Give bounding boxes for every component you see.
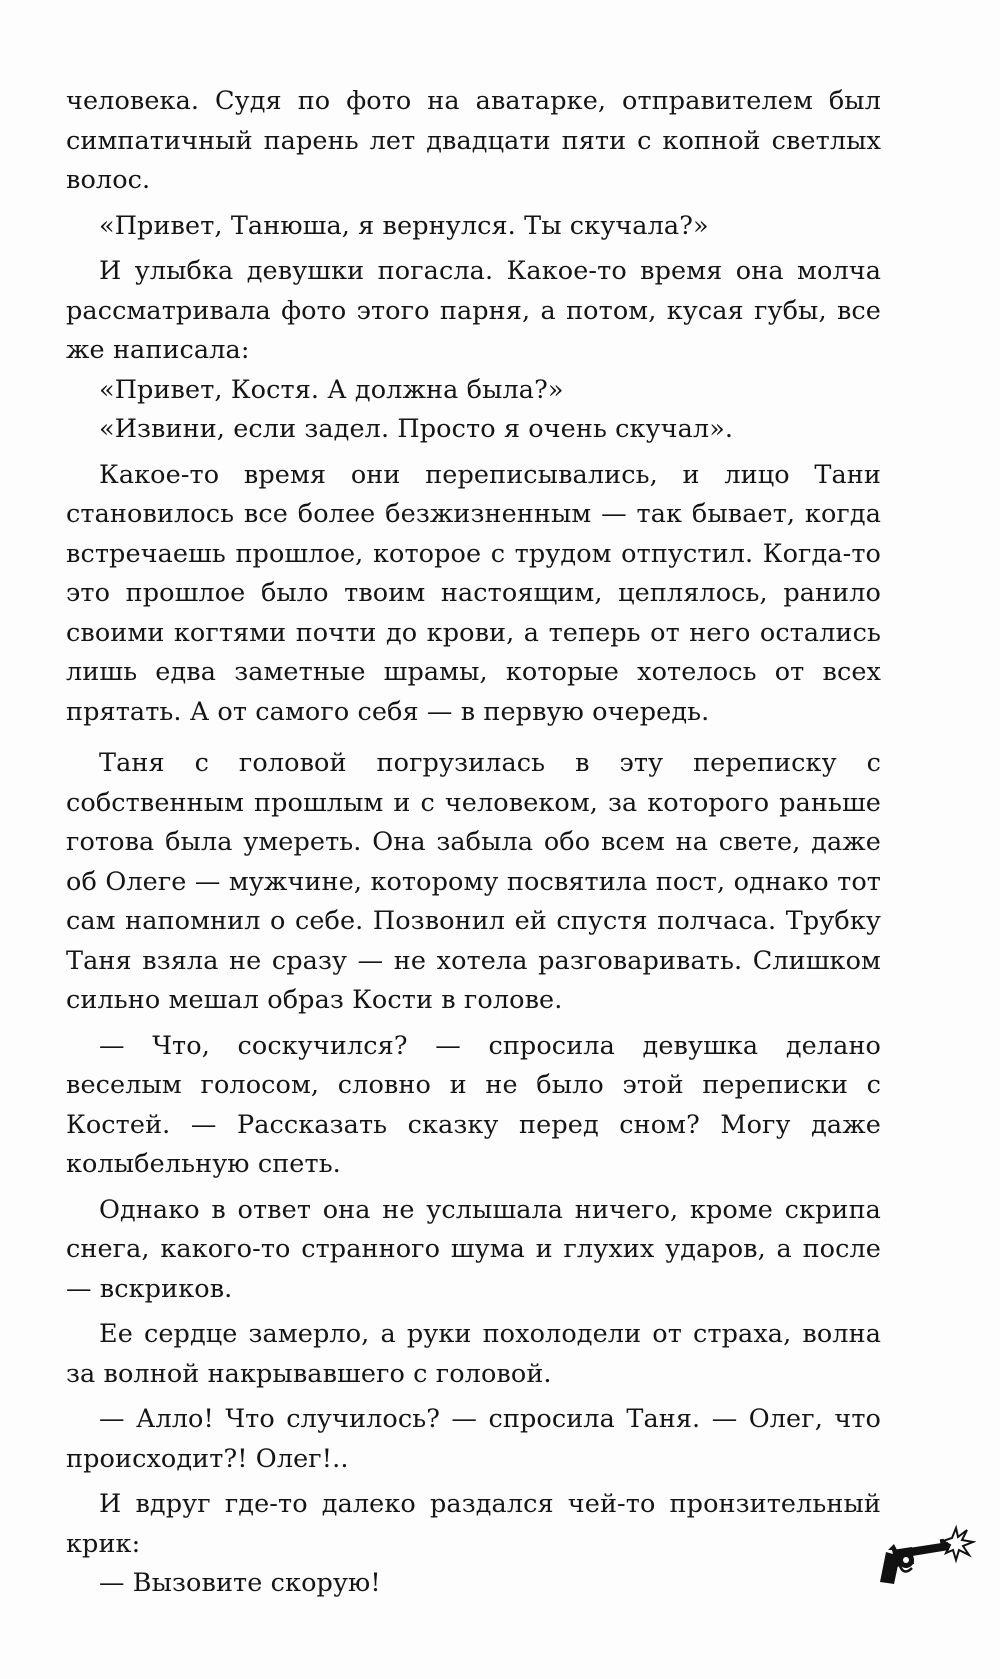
- paragraph-2: «Привет, Танюша, я вернулся. Ты скучала?»: [99, 210, 709, 241]
- paragraph-8: — Что, соскучился? — спросила девушка делано веселым голосом, словно и не было этой переписки с Костей. — Рассказать сказку перед сном? Могу даже колыбельную спеть.: [66, 1030, 881, 1179]
- paragraph-10: Ее сердце замерло, а руки похолодели от страха, волна за волной накрывавшего с головой.: [66, 1319, 881, 1389]
- paragraph-11: — Алло! Что случилось? — спросила Таня. — Олег, что происходит?! Олег!..: [66, 1404, 881, 1474]
- paragraph-3: И улыбка девушки погасла. Какое-то время она молча рассматривала фото этого парня, а потом, кусая губы, все же написала:: [66, 256, 881, 365]
- paragraph-1: человека. Судя по фото на аватарке, отправителем был симпатичный парень лет двадцати пяти с копной светлых волос.: [66, 86, 881, 195]
- paragraph-13: — Вызовите скорую!: [99, 1568, 381, 1598]
- paragraph-6: Какое-то время они переписывались, и лицо Тани становилось все более безжизненным — так бывает, когда встречаешь прошлое, которое с трудом отпустил. Когда-то это прошлое было твоим настоящим, цеплялось, ранило своими когтями почти до крови, а теперь от него остались лишь едва заметные шрамы, которые хотелось от всех прятать. А от самого себя — в первую очередь.: [66, 459, 881, 727]
- paragraph-9: Однако в ответ она не услышала ничего, кроме скрипа снега, какого-то странного шума и глухих ударов, а после — вскриков.: [66, 1194, 881, 1304]
- paragraph-12: И вдруг где-то далеко раздался чей-то пронзительный крик:: [66, 1489, 881, 1559]
- page-text: [66, 82, 881, 1604]
- revolver-icon: [866, 1520, 976, 1590]
- paragraph-5: «Извини, если задел. Просто я очень скучал».: [99, 414, 734, 444]
- paragraph-7: Таня с головой погрузилась в эту переписку с собственным прошлым и с человеком, за которого раньше готова была умереть. Она забыла обо всем на свете, даже об Олеге — мужчине, которому посвятила пост, однако тот сам напомнил о себе. Позвонил ей спустя полчаса. Трубку Таня взяла не сразу — не хотела разговаривать. Слишком сильно мешал образ Кости в голове.: [66, 748, 881, 1015]
- paragraph-4: «Привет, Костя. А должна была?»: [99, 374, 564, 405]
